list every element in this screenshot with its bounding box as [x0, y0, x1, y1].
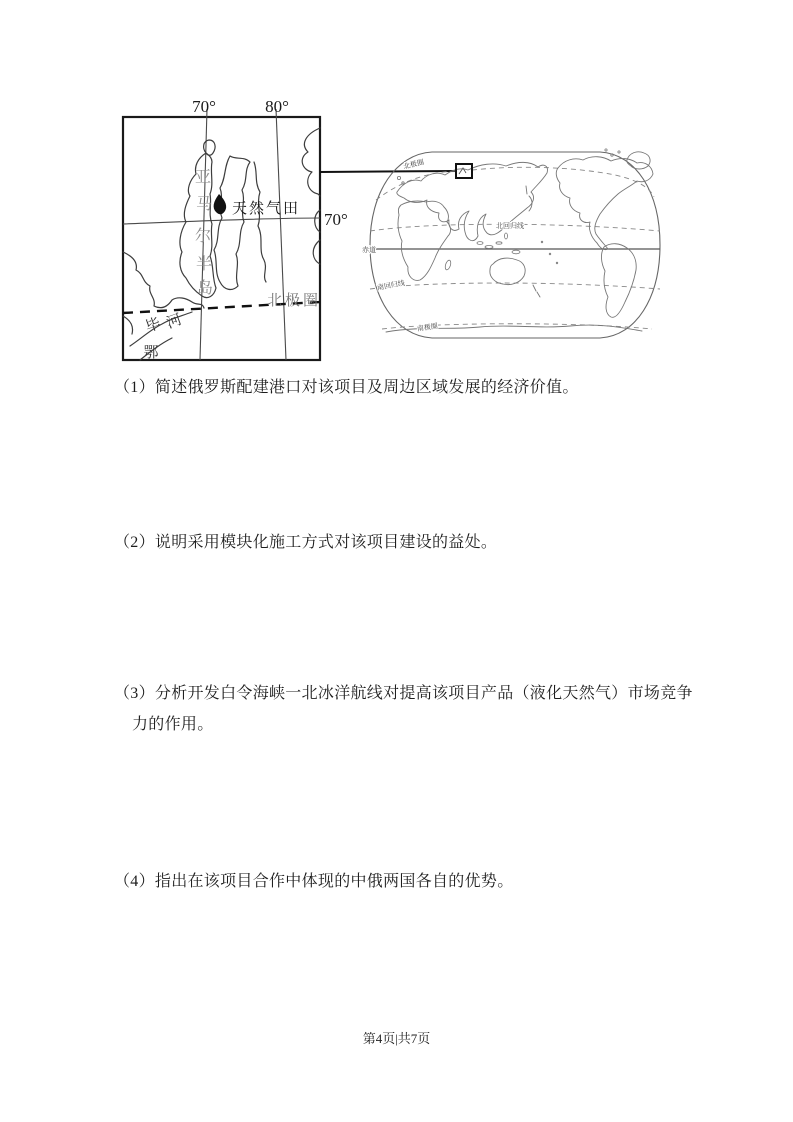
- gas-field-label: 天然气田: [232, 201, 301, 217]
- taz-estuary-coastline: [254, 162, 266, 282]
- ob-bay-gydan-coastline: [214, 156, 250, 289]
- north-america-coastline: [556, 157, 653, 250]
- page-number-footer: 第4页|共7页: [362, 1031, 431, 1046]
- arctic-circle-label: 北极圈: [267, 293, 322, 309]
- question-1: （1）简述俄罗斯配建港口对该项目及周边区域发展的经济价值。: [114, 379, 579, 396]
- river-char-bi: 毕: [143, 315, 164, 337]
- question-2: （2）说明采用模块化施工方式对该项目建设的益处。: [114, 534, 498, 551]
- lon-label-70: 70°: [192, 97, 216, 116]
- africa-coastline: [398, 201, 451, 280]
- connector-line: [320, 171, 456, 172]
- lon-label-80: 80°: [265, 97, 289, 116]
- east-coastline-upper: [302, 128, 320, 196]
- river-char-he: 河: [164, 311, 185, 333]
- wm-tropic-capricorn-line: [370, 283, 660, 289]
- river-char-e: 鄂: [143, 345, 159, 361]
- wm-tropic-cancer-label: 北回归线: [496, 222, 524, 230]
- meridian-80: [276, 109, 286, 360]
- australia-coastline: [490, 258, 525, 285]
- greenland-coastline: [627, 152, 650, 169]
- south-america-coastline: [601, 244, 636, 318]
- question-3: （3）分析开发白令海峡一北冰洋航线对提高该项目产品（液化天然气）市场竞争力的作用。: [114, 685, 693, 733]
- location-rectangle: [456, 164, 472, 178]
- world-map: [362, 149, 660, 338]
- peninsula-char-1: 亚: [194, 169, 212, 186]
- lat-label-70: 70°: [324, 210, 348, 229]
- wm-antarctic-circle-label: 南极圈: [416, 322, 439, 333]
- wm-equator-label: 赤道: [362, 246, 376, 254]
- mainland-coastline: [123, 252, 204, 308]
- wm-tropic-capricorn-label: 南回归线: [376, 279, 406, 292]
- peninsula-char-4: 半: [195, 256, 213, 273]
- peninsula-char-2: 马: [195, 196, 213, 213]
- peninsula-char-5: 岛: [196, 280, 214, 297]
- figure-maps: [0, 0, 793, 400]
- wm-arctic-circle-label: 北极圈: [402, 158, 425, 171]
- peninsula-char-3: 尔: [194, 228, 212, 245]
- gas-field-marker-icon: [214, 194, 227, 214]
- question-4: （4）指出在该项目合作中体现的中俄两国各自的优势。: [114, 873, 514, 890]
- region-map: [123, 97, 348, 361]
- islands-east-asia: [526, 186, 540, 297]
